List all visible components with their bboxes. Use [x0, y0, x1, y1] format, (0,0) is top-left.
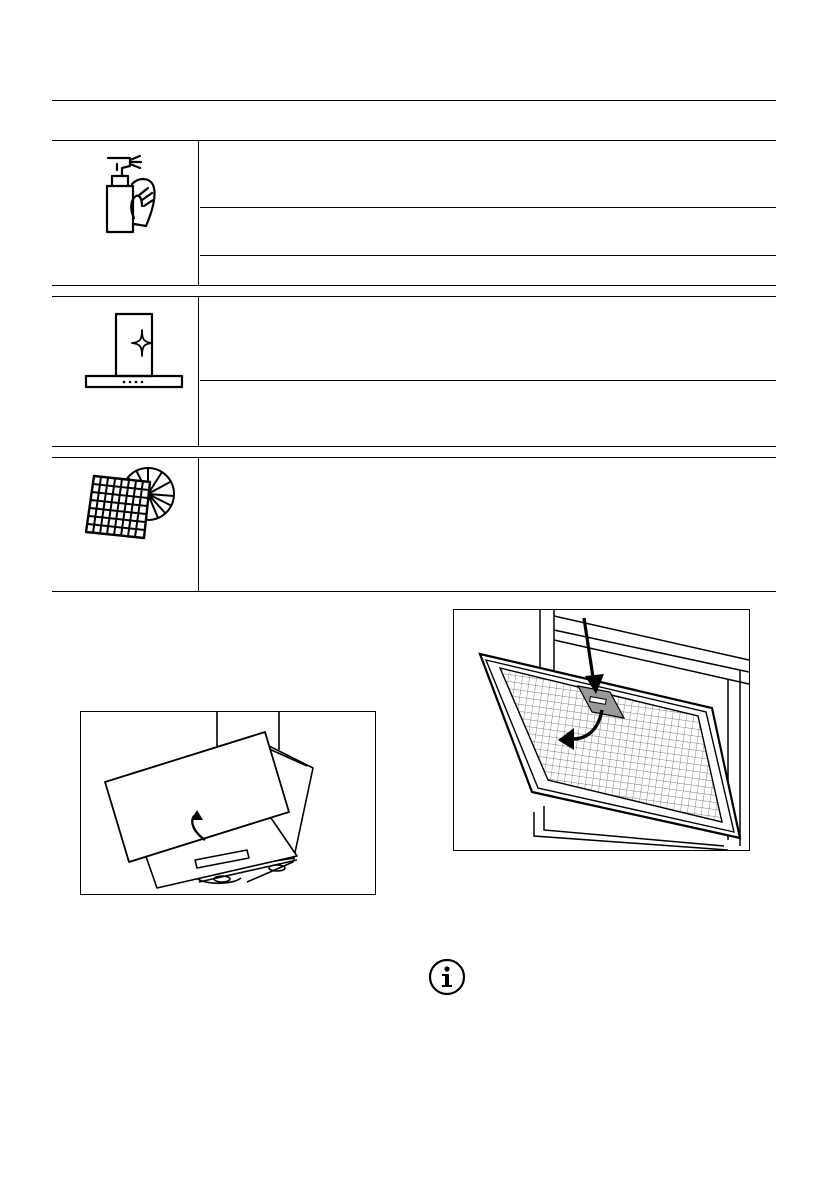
hood-panel-open-illustration: [81, 712, 375, 894]
filter-release-figure: [453, 609, 750, 851]
section-rule: [52, 296, 776, 297]
cooker-hood-clean-icon: [84, 312, 184, 392]
table-divider: [198, 140, 199, 285]
hood-open-figure: [80, 711, 376, 895]
section-rule: [52, 457, 776, 458]
grease-filter-release-illustration: [454, 610, 749, 850]
row-divider: [200, 207, 776, 208]
section-rule: [52, 446, 776, 447]
spray-cleaning-icon: [100, 148, 166, 238]
table-top-rule: [52, 140, 776, 141]
section-rule: [52, 285, 776, 286]
row-divider: [200, 380, 776, 381]
filter-replace-icon: [80, 462, 180, 542]
row-divider: [200, 255, 776, 256]
top-rule: [52, 100, 776, 101]
table-divider: [198, 457, 199, 591]
table-divider: [198, 296, 199, 446]
table-bottom-rule: [52, 591, 776, 592]
info-icon: [428, 958, 466, 996]
